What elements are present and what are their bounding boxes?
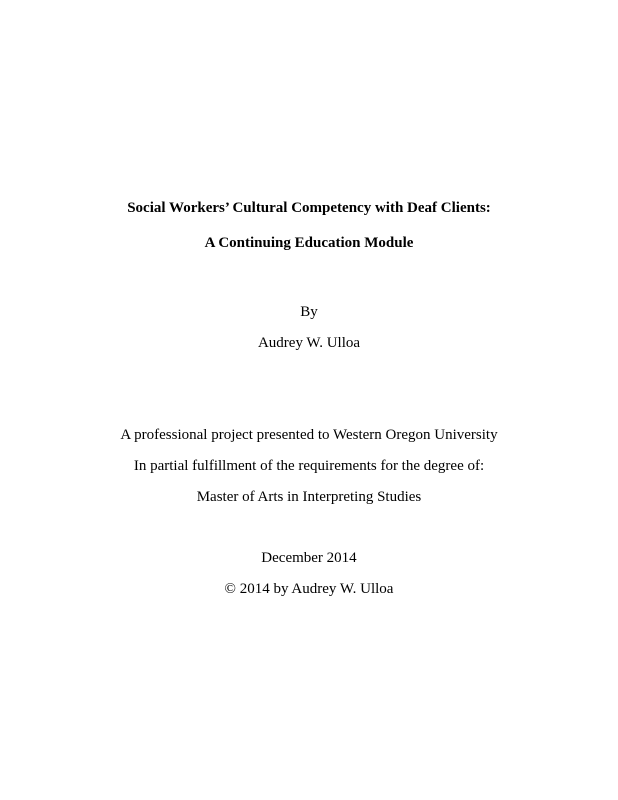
degree-name: Master of Arts in Interpreting Studies — [196, 489, 422, 505]
fulfillment-statement: In partial fulfillment of the requirements for the degree of: — [133, 458, 485, 474]
document-title: Social Workers’ Cultural Competency with Deaf Clients: — [127, 200, 491, 216]
presented-statement: A professional project presented to Western Oregon University — [120, 427, 498, 443]
author-name: Audrey W. Ulloa — [257, 335, 361, 351]
submission-date: December 2014 — [261, 550, 357, 566]
by-label: By — [300, 304, 318, 320]
document-subtitle: A Continuing Education Module — [204, 235, 414, 251]
copyright-notice: © 2014 by Audrey W. Ulloa — [224, 581, 394, 597]
